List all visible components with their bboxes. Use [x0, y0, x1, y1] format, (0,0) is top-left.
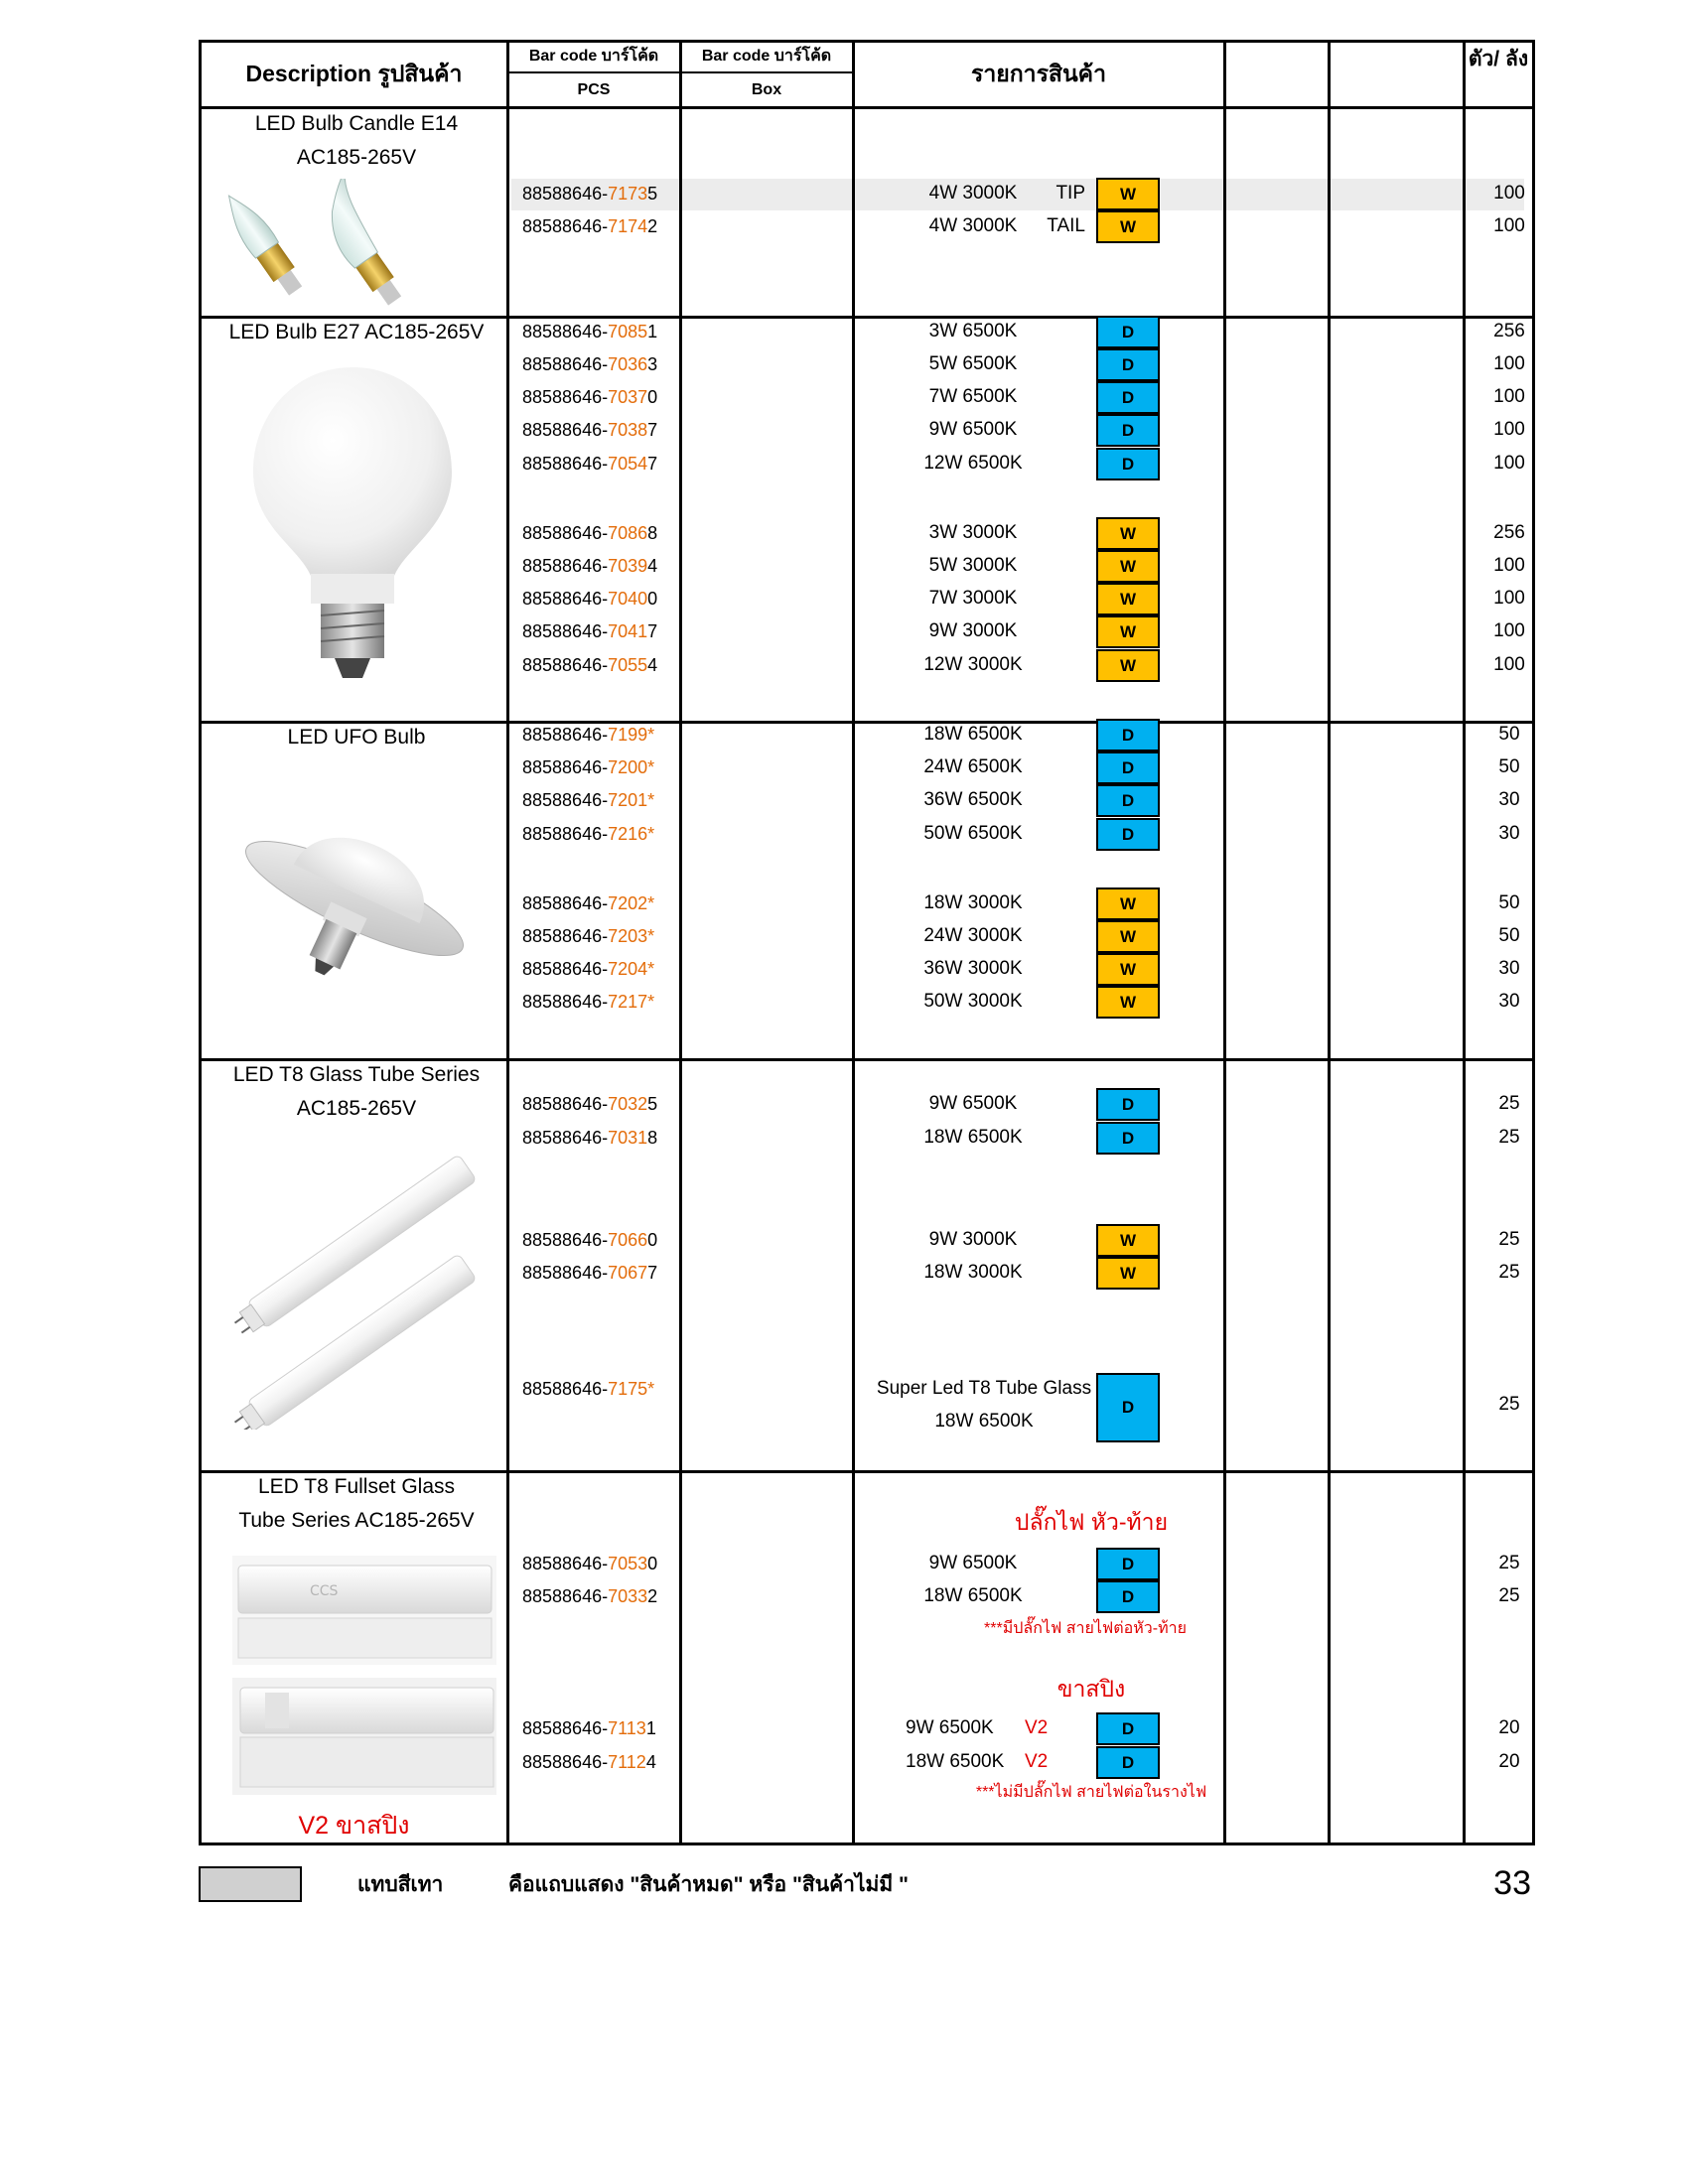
- barcode-pcs: [522, 823, 654, 845]
- color-badge: D: [1096, 1746, 1160, 1779]
- color-badge: D: [1096, 348, 1160, 381]
- spec-text: 24W 6500K: [923, 756, 1023, 777]
- color-badge: W: [1096, 887, 1160, 920]
- image-caption: V2 ขาสปิง: [298, 1812, 410, 1840]
- color-badge: D: [1096, 751, 1160, 784]
- legend-label: แทบสีเทา: [357, 1873, 444, 1896]
- spec-extra: V2: [1025, 1751, 1049, 1772]
- barcode-pcs: [522, 991, 654, 1013]
- color-badge: D: [1096, 719, 1160, 751]
- color-badge: D: [1096, 316, 1160, 348]
- barcode-prefix: 88588646-: [522, 757, 609, 777]
- description-line: AC185-265V: [296, 1097, 417, 1120]
- qty-per-box: 50: [1498, 724, 1520, 745]
- legend-text: คือแถบแสดง "สินค้าหมด" หรือ "สินค้าไม่มี ": [508, 1873, 909, 1896]
- barcode-pcs: [522, 1093, 657, 1115]
- barcode-tail: 7054: [608, 454, 648, 474]
- qty-per-box: 25: [1498, 1127, 1520, 1148]
- header-description: Description รูปสินค้า: [245, 61, 463, 86]
- spec-text: 9W 3000K: [928, 620, 1018, 641]
- spec-text: 9W 6500K: [928, 1093, 1018, 1114]
- barcode-tail: 7066: [608, 1230, 648, 1250]
- section-description: LED UFO Bulb: [287, 726, 426, 749]
- qty-per-box: 30: [1498, 958, 1520, 979]
- barcode-tail: 7112: [608, 1752, 646, 1772]
- spec-text: 12W 3000K: [923, 654, 1023, 675]
- barcode-pcs: [522, 419, 657, 441]
- header-barcode-pcs-bottom: PCS: [577, 81, 611, 98]
- barcode-prefix: 88588646-: [522, 216, 609, 236]
- qty-per-box: 25: [1498, 1394, 1520, 1415]
- barcode-pcs: [522, 1229, 657, 1251]
- barcode-pcs: [522, 386, 657, 408]
- barcode-tail: 7040: [608, 589, 648, 609]
- barcode-prefix: 88588646-: [522, 959, 609, 979]
- color-badge: D: [1096, 1580, 1160, 1613]
- barcode-pcs: [522, 353, 657, 375]
- barcode-prefix: 88588646-: [522, 992, 609, 1012]
- barcode-tail: 7053: [608, 1554, 648, 1573]
- barcode-check: *: [647, 824, 655, 844]
- color-badge: W: [1096, 210, 1160, 243]
- barcode-pcs: [522, 1751, 656, 1773]
- qty-per-box: 100: [1493, 386, 1525, 407]
- barcode-tail: 7038: [608, 420, 648, 440]
- spec-text: 18W 6500K: [906, 1751, 1005, 1772]
- spec-extra: TIP: [1055, 183, 1085, 204]
- color-badge: D: [1096, 784, 1160, 817]
- barcode-tail: 7173: [608, 184, 648, 204]
- barcode-prefix: 88588646-: [522, 1094, 609, 1114]
- color-badge: D: [1096, 1548, 1160, 1580]
- barcode-pcs: [522, 555, 657, 577]
- section-description: [204, 1470, 509, 1538]
- header-barcode-box-bottom: Box: [751, 81, 782, 98]
- barcode-tail: 7113: [608, 1718, 646, 1738]
- barcode-prefix: 88588646-: [522, 322, 609, 341]
- barcode-pcs: [522, 620, 657, 642]
- barcode-prefix: 88588646-: [522, 1230, 609, 1250]
- qty-per-box: 50: [1498, 756, 1520, 777]
- barcode-check: *: [647, 959, 655, 979]
- color-badge: D: [1096, 1373, 1160, 1442]
- barcode-prefix: 88588646-: [522, 1379, 609, 1399]
- barcode-pcs: [522, 925, 654, 947]
- barcode-check: 0: [647, 1554, 658, 1573]
- color-badge: W: [1096, 953, 1160, 986]
- spring-title: ขาสปิง: [1056, 1676, 1126, 1702]
- color-badge: D: [1096, 414, 1160, 447]
- barcode-check: 7: [647, 454, 658, 474]
- barcode-check: 0: [647, 589, 658, 609]
- qty-per-box: 100: [1493, 620, 1525, 641]
- qty-per-box: 25: [1498, 1553, 1520, 1573]
- t8-fullset-image: [230, 1554, 498, 1797]
- barcode-tail: 7085: [608, 322, 648, 341]
- barcode-pcs: [522, 1262, 657, 1284]
- spec-text: 7W 3000K: [928, 588, 1018, 609]
- barcode-pcs: [522, 724, 654, 746]
- barcode-check: 7: [647, 420, 658, 440]
- barcode-pcs: [522, 1717, 656, 1739]
- barcode-check: 8: [647, 523, 658, 543]
- spec-text: 9W 6500K: [906, 1717, 994, 1738]
- qty-per-box: 20: [1498, 1751, 1520, 1772]
- barcode-pcs: [522, 1378, 654, 1400]
- barcode-check: *: [647, 926, 655, 946]
- section-description: [204, 1058, 509, 1126]
- spec-extra: V2: [1025, 1717, 1049, 1738]
- plug-title: ปลั๊กไฟ หัว-ท้าย: [1014, 1509, 1169, 1535]
- spec-extra: TAIL: [1047, 215, 1085, 236]
- qty-per-box: 256: [1493, 522, 1525, 543]
- spec-text: 36W 3000K: [923, 958, 1023, 979]
- qty-per-box: 100: [1493, 183, 1525, 204]
- color-badge: W: [1096, 1224, 1160, 1257]
- color-badge: W: [1096, 517, 1160, 550]
- description-line: Tube Series AC185-265V: [238, 1509, 475, 1532]
- barcode-prefix: 88588646-: [522, 354, 609, 374]
- barcode-pcs: [522, 588, 657, 610]
- description-line: LED T8 Fullset Glass: [257, 1475, 455, 1498]
- barcode-prefix: 88588646-: [522, 725, 609, 745]
- barcode-check: 5: [647, 1094, 658, 1114]
- ufo-bulb-image: [230, 784, 479, 1013]
- qty-per-box: 30: [1498, 991, 1520, 1012]
- barcode-check: 0: [647, 387, 658, 407]
- barcode-pcs: [522, 789, 654, 811]
- barcode-prefix: 88588646-: [522, 523, 609, 543]
- color-badge: W: [1096, 615, 1160, 648]
- barcode-tail: 7200: [608, 757, 648, 777]
- barcode-tail: 7202: [608, 893, 648, 913]
- qty-per-box: 25: [1498, 1229, 1520, 1250]
- spec-text: Super Led T8 Tube Glass: [876, 1378, 1092, 1399]
- spec-text: 50W 3000K: [923, 991, 1023, 1012]
- barcode-pcs: [522, 892, 654, 914]
- color-badge: D: [1096, 818, 1160, 851]
- barcode-tail: 7037: [608, 387, 648, 407]
- a-bulb-image: [243, 362, 462, 685]
- barcode-check: *: [647, 757, 655, 777]
- spec-text: 18W 3000K: [923, 892, 1023, 913]
- color-badge: W: [1096, 583, 1160, 615]
- qty-per-box: 50: [1498, 892, 1520, 913]
- barcode-pcs: [522, 453, 657, 475]
- barcode-check: 3: [647, 354, 658, 374]
- barcode-prefix: 88588646-: [522, 655, 609, 675]
- header-barcode-pcs-top: Bar code บาร์โค้ด: [528, 48, 659, 65]
- color-badge: D: [1096, 1088, 1160, 1121]
- barcode-prefix: 88588646-: [522, 1554, 609, 1573]
- barcode-check: 7: [647, 1263, 658, 1283]
- barcode-pcs: [522, 215, 657, 237]
- barcode-tail: 7032: [608, 1094, 648, 1114]
- color-badge: W: [1096, 1257, 1160, 1290]
- barcode-tail: 7036: [608, 354, 648, 374]
- barcode-prefix: 88588646-: [522, 1752, 609, 1772]
- barcode-tail: 7204: [608, 959, 648, 979]
- barcode-prefix: 88588646-: [522, 1263, 609, 1283]
- legend-swatch: [199, 1866, 302, 1902]
- spec-text: 4W 3000K: [928, 183, 1018, 204]
- barcode-check: 4: [647, 556, 658, 576]
- barcode-check: *: [647, 725, 655, 745]
- color-badge: D: [1096, 1712, 1160, 1745]
- color-badge: W: [1096, 920, 1160, 953]
- spec-text-2: 18W 6500K: [934, 1411, 1034, 1432]
- barcode-prefix: 88588646-: [522, 1718, 609, 1738]
- barcode-tail: 7041: [608, 621, 648, 641]
- barcode-prefix: 88588646-: [522, 1128, 609, 1148]
- spec-text: 12W 6500K: [923, 453, 1023, 474]
- barcode-check: 7: [647, 621, 658, 641]
- barcode-tail: 7217: [608, 992, 648, 1012]
- barcode-pcs: [522, 522, 657, 544]
- barcode-prefix: 88588646-: [522, 790, 609, 810]
- barcode-pcs: [522, 1585, 657, 1607]
- spec-text: 18W 6500K: [923, 1585, 1023, 1606]
- header-qty: ตัว/ ลัง: [1468, 48, 1529, 70]
- spec-text: 4W 3000K: [928, 215, 1018, 236]
- color-badge: D: [1096, 381, 1160, 414]
- barcode-tail: 7055: [608, 655, 648, 675]
- qty-per-box: 20: [1498, 1717, 1520, 1738]
- barcode-pcs: [522, 183, 657, 205]
- spec-text: 9W 3000K: [928, 1229, 1018, 1250]
- barcode-tail: 7086: [608, 523, 648, 543]
- spec-text: 18W 3000K: [923, 1262, 1023, 1283]
- barcode-prefix: 88588646-: [522, 621, 609, 641]
- qty-per-box: 100: [1493, 215, 1525, 236]
- barcode-check: 5: [647, 184, 658, 204]
- barcode-prefix: 88588646-: [522, 420, 609, 440]
- color-badge: W: [1096, 550, 1160, 583]
- header-barcode-box-top: Bar code บาร์โค้ด: [701, 48, 832, 65]
- barcode-check: 2: [647, 216, 658, 236]
- barcode-check: 4: [647, 655, 658, 675]
- spec-text: 9W 6500K: [928, 1553, 1018, 1573]
- barcode-check: 8: [647, 1128, 658, 1148]
- barcode-check: *: [647, 790, 655, 810]
- barcode-tail: 7216: [608, 824, 648, 844]
- qty-per-box: 30: [1498, 789, 1520, 810]
- barcode-prefix: 88588646-: [522, 893, 609, 913]
- qty-per-box: 100: [1493, 353, 1525, 374]
- barcode-tail: 7203: [608, 926, 648, 946]
- t8-tube-image: [226, 1117, 504, 1430]
- qty-per-box: 25: [1498, 1093, 1520, 1114]
- barcode-tail: 7039: [608, 556, 648, 576]
- barcode-pcs: [522, 756, 654, 778]
- qty-per-box: 50: [1498, 925, 1520, 946]
- barcode-check: 0: [647, 1230, 658, 1250]
- color-badge: W: [1096, 649, 1160, 682]
- barcode-tail: 7199: [608, 725, 648, 745]
- plug-note: ***มีปลั๊กไฟ สายไฟต่อหัว-ท้าย: [984, 1620, 1187, 1637]
- candle-bulb-image: [223, 179, 487, 313]
- barcode-check: 1: [647, 322, 658, 341]
- qty-per-box: 100: [1493, 654, 1525, 675]
- spec-text: 3W 3000K: [928, 522, 1018, 543]
- qty-per-box: 100: [1493, 419, 1525, 440]
- barcode-prefix: 88588646-: [522, 1586, 609, 1606]
- svg-text:CCS: CCS: [310, 1583, 339, 1599]
- description-line: AC185-265V: [296, 146, 417, 169]
- spec-text: 5W 3000K: [928, 555, 1018, 576]
- description-line: LED Bulb Candle E14: [254, 112, 459, 135]
- section-description: [204, 107, 509, 175]
- barcode-prefix: 88588646-: [522, 556, 609, 576]
- barcode-check: *: [647, 992, 655, 1012]
- barcode-prefix: 88588646-: [522, 589, 609, 609]
- barcode-tail: 7067: [608, 1263, 648, 1283]
- qty-per-box: 100: [1493, 453, 1525, 474]
- barcode-pcs: [522, 321, 657, 342]
- qty-per-box: 100: [1493, 588, 1525, 609]
- spec-text: 36W 6500K: [923, 789, 1023, 810]
- barcode-prefix: 88588646-: [522, 387, 609, 407]
- barcode-prefix: 88588646-: [522, 926, 609, 946]
- barcode-prefix: 88588646-: [522, 824, 609, 844]
- spring-note: ***ไม่มีปลั๊กไฟ สายไฟต่อในรางไฟ: [975, 1784, 1207, 1801]
- barcode-pcs: [522, 958, 654, 980]
- barcode-tail: 7033: [608, 1586, 648, 1606]
- barcode-tail: 7175: [608, 1379, 648, 1399]
- spec-text: 18W 6500K: [923, 1127, 1023, 1148]
- barcode-pcs: [522, 1553, 657, 1574]
- barcode-check: 2: [647, 1586, 658, 1606]
- description-line: LED T8 Glass Tube Series: [232, 1063, 481, 1086]
- header-items: รายการสินค้า: [970, 61, 1106, 86]
- spec-text: 7W 6500K: [928, 386, 1018, 407]
- spec-text: 9W 6500K: [928, 419, 1018, 440]
- color-badge: W: [1096, 178, 1160, 210]
- barcode-check: 1: [645, 1718, 656, 1738]
- barcode-check: *: [647, 893, 655, 913]
- barcode-tail: 7201: [608, 790, 648, 810]
- page-number: 33: [1493, 1864, 1531, 1902]
- spec-text: 5W 6500K: [928, 353, 1018, 374]
- qty-per-box: 100: [1493, 555, 1525, 576]
- qty-per-box: 30: [1498, 823, 1520, 844]
- spec-text: 3W 6500K: [928, 321, 1018, 341]
- barcode-pcs: [522, 654, 657, 676]
- barcode-check: *: [647, 1379, 655, 1399]
- qty-per-box: 25: [1498, 1262, 1520, 1283]
- qty-per-box: 256: [1493, 321, 1525, 341]
- spec-text: 18W 6500K: [923, 724, 1023, 745]
- barcode-prefix: 88588646-: [522, 454, 609, 474]
- qty-per-box: 25: [1498, 1585, 1520, 1606]
- barcode-tail: 7174: [608, 216, 648, 236]
- barcode-check: 4: [645, 1752, 656, 1772]
- barcode-pcs: [522, 1127, 657, 1149]
- barcode-tail: 7031: [608, 1128, 648, 1148]
- section-description: LED Bulb E27 AC185-265V: [228, 321, 485, 343]
- spec-text: 24W 3000K: [923, 925, 1023, 946]
- color-badge: W: [1096, 986, 1160, 1019]
- color-badge: D: [1096, 1122, 1160, 1155]
- spec-text: 50W 6500K: [923, 823, 1023, 844]
- color-badge: D: [1096, 448, 1160, 480]
- barcode-prefix: 88588646-: [522, 184, 609, 204]
